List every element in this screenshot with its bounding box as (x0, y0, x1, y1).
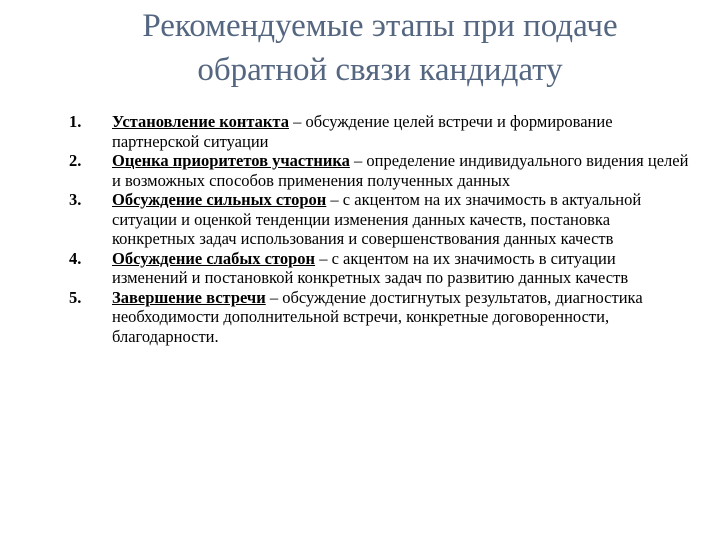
step-item-5 (62, 288, 692, 347)
step-title: Обсуждение сильных сторон (112, 190, 327, 209)
step-number: 5. (69, 287, 82, 307)
step-number: 4. (69, 248, 82, 268)
step-text (112, 288, 692, 347)
slide-title-line-2: обратной связи кандидату (197, 52, 563, 88)
step-title: Оценка приоритетов участника (112, 151, 350, 170)
step-text (112, 249, 692, 288)
step-description: – с акцентом на их значимость в актуальной ситуации и оценкой тенденции изменения данных качеств, постановка конкретных задач использования и совершенствования данных качеств (112, 190, 642, 248)
slide-title (60, 4, 700, 92)
step-item-2 (62, 151, 692, 190)
step-title: Завершение встречи (112, 287, 266, 307)
step-item-4 (62, 249, 692, 288)
step-item-3 (62, 190, 692, 249)
step-text (112, 151, 692, 190)
step-number: 2. (69, 151, 82, 170)
slide-title-line-1: Рекомендуемые этапы при подаче (142, 8, 618, 44)
step-description: – обсуждение целей встречи и формирование партнерской ситуации (112, 112, 613, 151)
step-title: Установление контакта (112, 112, 289, 131)
step-text (112, 190, 692, 249)
step-text (112, 112, 692, 151)
step-number: 3. (69, 190, 82, 209)
step-description: – с акцентом на их значимость в ситуации изменений и постановкой конкретных задач по развитию данных качеств (112, 248, 629, 287)
step-description: – обсуждение достигнутых результатов, диагностика необходимости дополнительной встречи, конкретные договоренности, благодарности. (112, 287, 643, 346)
step-number: 1. (69, 112, 82, 131)
step-item-1 (62, 112, 692, 151)
steps-list (62, 112, 692, 346)
step-description: – определение индивидуального видения целей и возможных способов применения полученных данных (112, 151, 689, 190)
step-title: Обсуждение слабых сторон (112, 248, 316, 268)
